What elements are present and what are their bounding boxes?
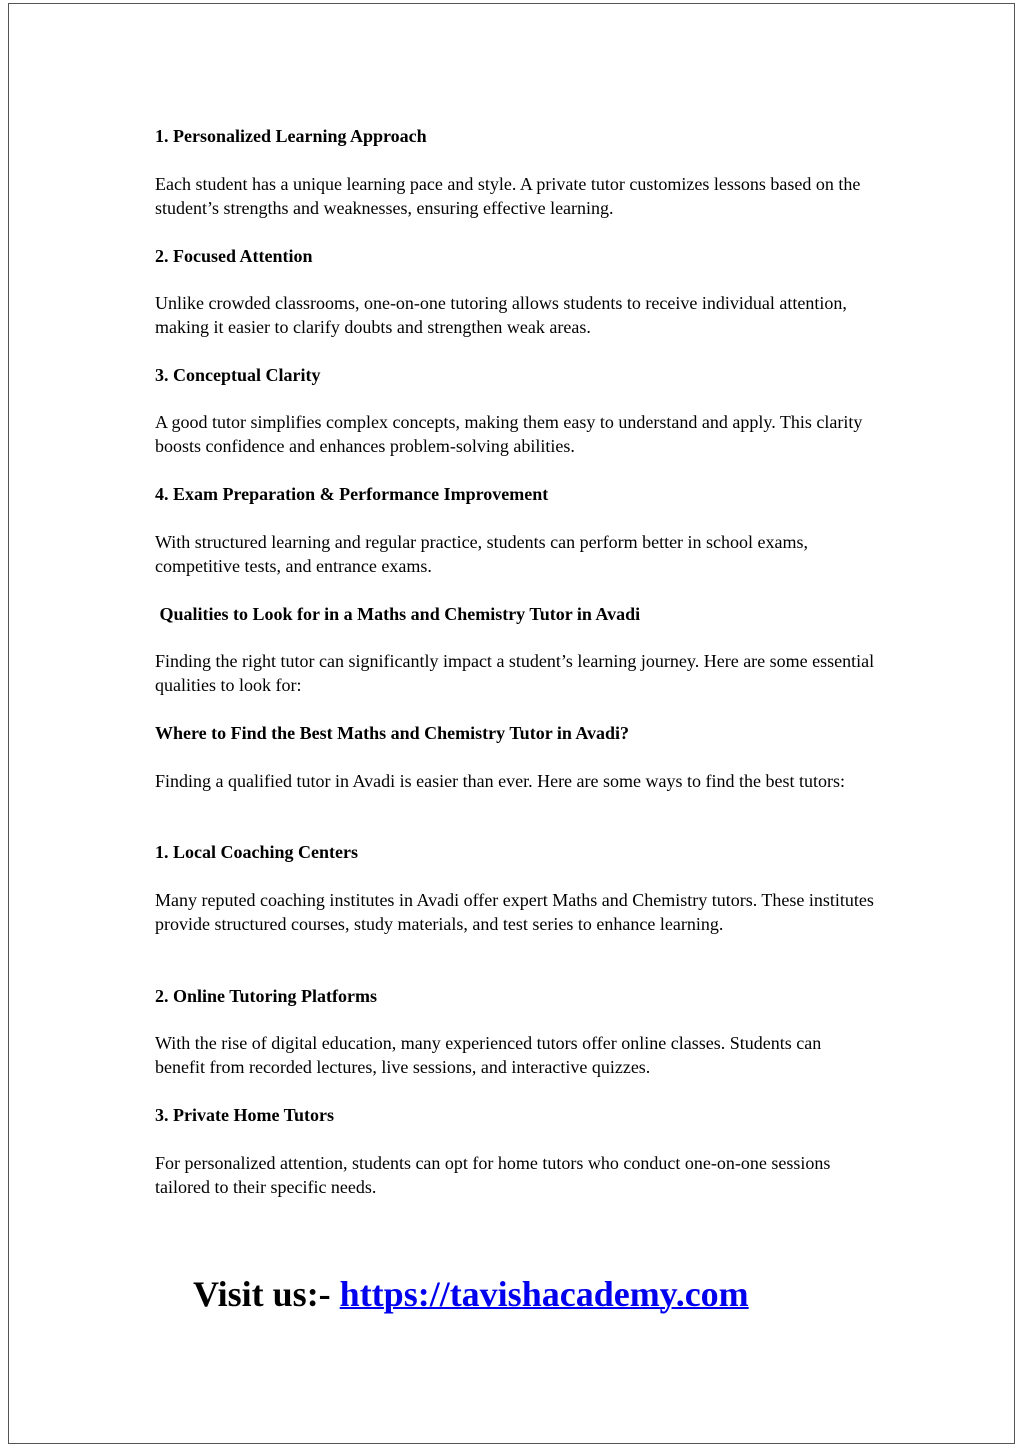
section-heading-qualities: Qualities to Look for in a Maths and Chemistry Tutor in Avadi	[155, 604, 641, 624]
website-link[interactable]: https://tavishacademy.com	[339, 1274, 749, 1314]
section-heading-online-tutoring: 2. Online Tutoring Platforms	[155, 986, 378, 1006]
section-text-qualities: Finding the right tutor can significantly impact a student’s learning journey. Here are some essential qualities to look for:	[155, 651, 875, 695]
section-text-local-coaching: Many reputed coaching institutes in Avadi offer expert Maths and Chemistry tutors. These institutes provide structured courses, study materials, and test series to enhance learning.	[155, 890, 874, 934]
visit-us-line	[193, 1272, 749, 1316]
section-heading-local-coaching: 1. Local Coaching Centers	[155, 842, 358, 862]
visit-us-label: Visit us:-	[193, 1274, 340, 1314]
section-heading-exam-preparation: 4. Exam Preparation & Performance Improvement	[155, 484, 549, 504]
section-text-focused-attention: Unlike crowded classrooms, one-on-one tutoring allows students to receive individual attention, making it easier to clarify doubts and strengthen weak areas.	[155, 293, 847, 337]
section-heading-personalized-learning: 1. Personalized Learning Approach	[155, 126, 427, 146]
section-heading-focused-attention: 2. Focused Attention	[155, 246, 313, 266]
section-text-personalized-learning: Each student has a unique learning pace and style. A private tutor customizes lessons based on the student’s strengths and weaknesses, ensuring effective learning.	[155, 174, 861, 218]
section-text-where-to-find: Finding a qualified tutor in Avadi is easier than ever. Here are some ways to find the best tutors:	[155, 771, 845, 791]
section-text-exam-preparation: With structured learning and regular practice, students can perform better in school exams, competitive tests, and entrance exams.	[155, 532, 809, 576]
section-heading-home-tutors: 3. Private Home Tutors	[155, 1105, 334, 1125]
section-heading-where-to-find: Where to Find the Best Maths and Chemistry Tutor in Avadi?	[155, 723, 630, 743]
section-heading-conceptual-clarity: 3. Conceptual Clarity	[155, 365, 321, 385]
section-text-conceptual-clarity: A good tutor simplifies complex concepts, making them easy to understand and apply. This clarity boosts confidence and enhances problem-solving abilities.	[155, 412, 863, 456]
section-text-online-tutoring: With the rise of digital education, many experienced tutors offer online classes. Students can benefit from recorded lectures, live sessions, and interactive quizzes.	[155, 1033, 822, 1077]
section-text-home-tutors: For personalized attention, students can opt for home tutors who conduct one-on-one sessions tailored to their specific needs.	[155, 1153, 831, 1197]
